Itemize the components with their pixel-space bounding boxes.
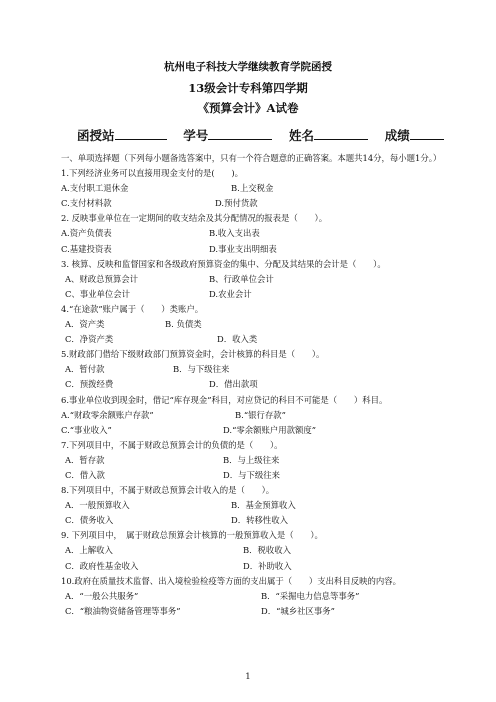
answer-options bbox=[61, 498, 446, 513]
exam-title: 《预算会计》A试卷 bbox=[197, 101, 299, 115]
answer-options bbox=[61, 513, 446, 528]
option-left[interactable]: A．“一般公共服务” bbox=[65, 590, 139, 601]
option-left[interactable]: C.“事业收入” bbox=[61, 424, 112, 435]
option-left[interactable]: C．借入款 bbox=[65, 469, 105, 480]
answer-options bbox=[61, 589, 446, 604]
option-right[interactable]: B、行政单位会计 bbox=[209, 273, 274, 284]
question-stem: 4.“在途款”账户属于（ ）类账户。 bbox=[61, 303, 204, 314]
answer-options bbox=[61, 196, 446, 211]
option-left[interactable]: A.“财政零余额账户存款” bbox=[61, 409, 154, 420]
option-right[interactable]: B．税收收入 bbox=[243, 545, 292, 556]
option-left[interactable]: A．资产类 bbox=[65, 319, 105, 330]
question-stem: 10.政府在质量技术监督、出入境检验检疫等方面的支出属于（ ）支出科目反映的内容。 bbox=[61, 575, 401, 586]
question-stem: 5.财政部门借给下级财政部门预算资金时，会计核算的科目是（ ）。 bbox=[61, 349, 325, 360]
score-blank[interactable] bbox=[410, 127, 444, 140]
station-blank[interactable] bbox=[115, 127, 167, 140]
option-right[interactable]: D．转移性收入 bbox=[231, 515, 288, 526]
question-stem: 3. 核算、反映和监督国家和各级政府预算资金的集中、分配及其结果的会计是（ ）。 bbox=[61, 258, 386, 269]
student-id-label: 学号 bbox=[183, 128, 209, 143]
question-stem: 8.下列项目中，不属于财政总预算会计收入的是（ ）。 bbox=[61, 485, 275, 496]
question-stem: 1.下列经济业务可以直接用现金支付的是( )。 bbox=[61, 168, 244, 179]
answer-options bbox=[61, 408, 446, 423]
option-left[interactable]: A、财政总预算会计 bbox=[65, 273, 139, 284]
option-right[interactable]: D.农业会计 bbox=[209, 288, 252, 299]
option-left[interactable]: A．暂付款 bbox=[65, 364, 105, 375]
question-stem: 2. 反映事业单位在一定期间的收支结余及其分配情况的报表是（ ）。 bbox=[61, 213, 328, 224]
question-stem: 7.下列项目中，不属于财政总预算会计的负债的是（ ）。 bbox=[61, 439, 283, 450]
option-right[interactable]: B. 负债类 bbox=[165, 319, 202, 330]
option-left[interactable]: A．一般预算收入 bbox=[65, 500, 130, 511]
answer-options bbox=[61, 543, 446, 558]
page-number: 1 bbox=[245, 672, 251, 682]
school-title: 杭州电子科技大学继续教育学院函授 bbox=[164, 61, 332, 73]
option-left[interactable]: C．预拨经费 bbox=[65, 379, 114, 390]
answer-options bbox=[61, 559, 446, 574]
answer-options bbox=[61, 181, 446, 196]
answer-options bbox=[61, 468, 446, 483]
question-list bbox=[61, 166, 446, 619]
option-right[interactable]: B.收入支出表 bbox=[209, 228, 260, 239]
answer-options bbox=[61, 332, 446, 347]
option-right[interactable]: B．与下级往来 bbox=[173, 364, 230, 375]
option-right[interactable]: D．借出款项 bbox=[209, 379, 258, 390]
option-left[interactable]: A．上解收入 bbox=[65, 545, 113, 556]
option-right[interactable]: D．“城乡社区事务” bbox=[261, 605, 335, 616]
option-right[interactable]: D.事业支出明细表 bbox=[209, 243, 277, 254]
answer-options bbox=[61, 423, 446, 438]
answer-options bbox=[61, 272, 446, 287]
program-title: 13级会计专科第四学期 bbox=[188, 81, 308, 95]
score-label: 成绩 bbox=[384, 128, 410, 143]
questions-section bbox=[61, 151, 446, 619]
option-right[interactable]: B.“银行存款” bbox=[235, 409, 286, 420]
option-right[interactable]: D.“零余额账户用款额度” bbox=[223, 424, 317, 435]
option-right[interactable]: D．与下级往来 bbox=[223, 469, 280, 480]
name-label: 姓名 bbox=[288, 128, 314, 143]
option-left[interactable]: C．政府性基金收入 bbox=[65, 560, 139, 571]
question-stem: 6.事业单位收到现金时，借记“库存现金”科目，对应贷记的科目不可能是（ ）科目。 bbox=[61, 394, 388, 405]
option-left[interactable]: A.资产负债表 bbox=[61, 228, 112, 239]
option-right[interactable]: D．收入类 bbox=[217, 334, 258, 345]
option-left[interactable]: A．暂存款 bbox=[65, 454, 105, 465]
answer-options bbox=[61, 287, 446, 302]
answer-options bbox=[61, 242, 446, 257]
option-right[interactable]: B．“采掘电力信息等事务” bbox=[261, 590, 360, 601]
answer-options bbox=[61, 317, 446, 332]
student-info-row bbox=[77, 126, 444, 144]
answer-options bbox=[61, 226, 446, 241]
answer-options bbox=[61, 362, 446, 377]
option-left[interactable]: C、事业单位会计 bbox=[65, 288, 131, 299]
option-left[interactable]: C．债务收入 bbox=[65, 515, 114, 526]
option-left[interactable]: C．净资产类 bbox=[65, 334, 114, 345]
question-stem: 9. 下列项目中， 属于财政总预算会计核算的一般预算收入是（ ）。 bbox=[61, 530, 323, 541]
answer-options bbox=[61, 604, 446, 619]
option-right[interactable]: B．与上级往来 bbox=[223, 454, 280, 465]
name-blank[interactable] bbox=[314, 127, 368, 140]
option-right[interactable]: B.上交税金 bbox=[231, 183, 274, 194]
student-id-blank[interactable] bbox=[208, 127, 272, 140]
option-left[interactable]: C．“粮油物资储备管理等事务” bbox=[65, 605, 181, 616]
answer-options bbox=[61, 377, 446, 392]
answer-options bbox=[61, 453, 446, 468]
option-left[interactable]: C.基建投资表 bbox=[61, 243, 112, 254]
option-left[interactable]: C.支付材料款 bbox=[61, 198, 112, 209]
section-intro: 一、单项选择题（下列每小题备选答案中，只有一个符合题意的正确答案。本题共14分，每小题1分。） bbox=[61, 153, 442, 163]
option-right[interactable]: B．基金预算收入 bbox=[231, 500, 296, 511]
option-right[interactable]: D．补助收入 bbox=[243, 560, 292, 571]
option-left[interactable]: A.支付职工退休金 bbox=[61, 183, 129, 194]
station-label: 函授站 bbox=[77, 128, 115, 143]
option-right[interactable]: D.预付货款 bbox=[215, 198, 258, 209]
